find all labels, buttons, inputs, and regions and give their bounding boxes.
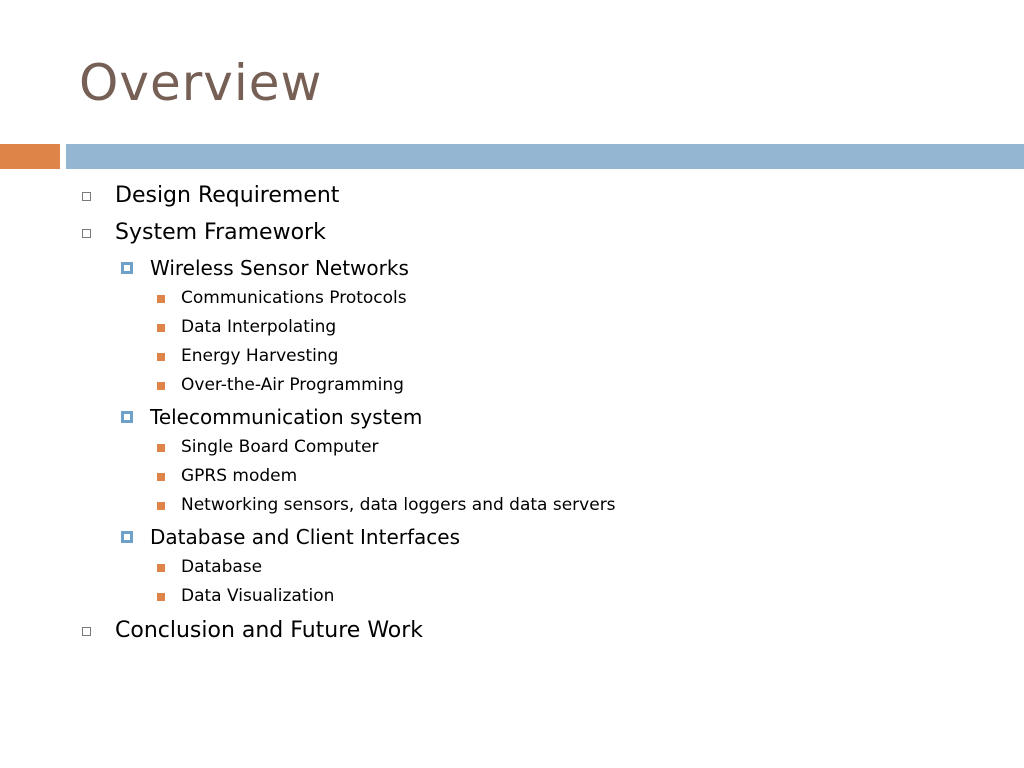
filled-square-bullet-icon (157, 324, 165, 332)
filled-square-bullet-icon (157, 382, 165, 390)
filled-square-bullet-icon (157, 473, 165, 481)
bullet-gprs-modem: GPRS modem (181, 466, 298, 486)
bullet-data-visualization: Data Visualization (181, 586, 335, 606)
filled-square-bullet-icon (157, 502, 165, 510)
bullet-telecommunication-system: Telecommunication system (150, 405, 423, 429)
hollow-square-bullet-icon (82, 192, 91, 201)
bullet-over-the-air-programming: Over-the-Air Programming (181, 375, 404, 395)
bullet-single-board-computer: Single Board Computer (181, 437, 379, 457)
bullet-wireless-sensor-networks: Wireless Sensor Networks (150, 256, 409, 280)
framed-square-bullet-icon (121, 531, 133, 543)
bullet-data-interpolating: Data Interpolating (181, 317, 337, 337)
hollow-square-bullet-icon (82, 627, 91, 636)
framed-square-bullet-icon (121, 262, 133, 274)
bullet-database-client-interfaces: Database and Client Interfaces (150, 525, 460, 549)
filled-square-bullet-icon (157, 353, 165, 361)
filled-square-bullet-icon (157, 564, 165, 572)
filled-square-bullet-icon (157, 295, 165, 303)
framed-square-bullet-icon (121, 411, 133, 423)
bullet-system-framework: System Framework (115, 220, 326, 245)
bullet-energy-harvesting: Energy Harvesting (181, 346, 339, 366)
bullet-communications-protocols: Communications Protocols (181, 288, 407, 308)
bullet-design-requirement: Design Requirement (115, 183, 340, 208)
filled-square-bullet-icon (157, 444, 165, 452)
bullet-conclusion-future-work: Conclusion and Future Work (115, 618, 424, 643)
filled-square-bullet-icon (157, 593, 165, 601)
slide-title: Overview (79, 54, 323, 112)
bullet-networking-sensors: Networking sensors, data loggers and data servers (181, 495, 616, 515)
hollow-square-bullet-icon (82, 229, 91, 238)
bullet-database: Database (181, 557, 263, 577)
